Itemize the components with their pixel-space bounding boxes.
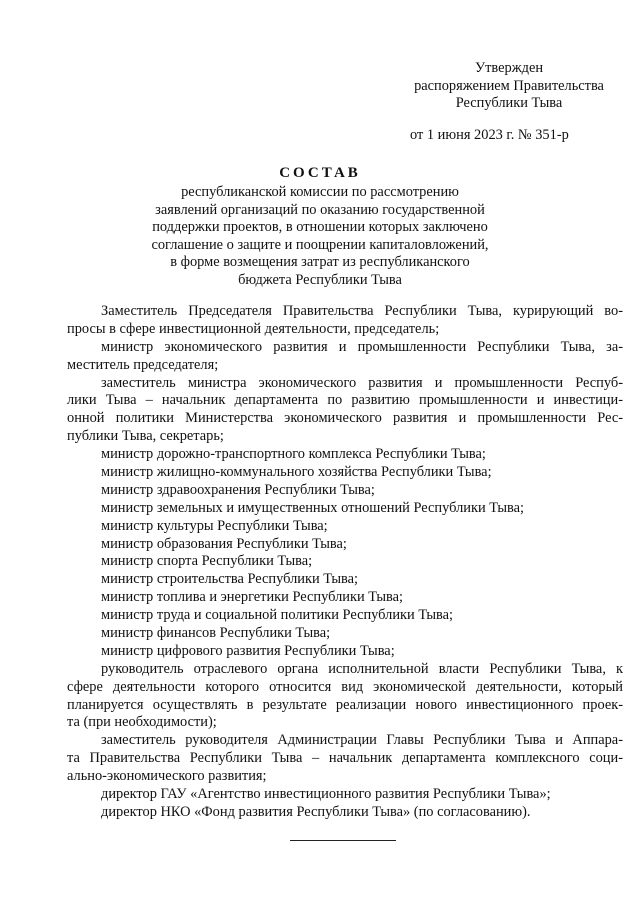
commission-members-list xyxy=(67,303,623,822)
body-line: министр образования Республики Тыва; xyxy=(101,535,347,552)
subtitle-line: соглашение о защите и поощрении капиталовложений, xyxy=(151,236,489,253)
body-line: публики Тыва, секретарь; xyxy=(67,428,224,445)
approval-line: Утвержден xyxy=(474,60,544,76)
body-line: ально-экономического развития; xyxy=(67,768,267,785)
body-line: министр строительства Республики Тыва; xyxy=(101,571,359,588)
body-line: руководитель отраслевого органа исполнительной власти Республики Тыва, к xyxy=(101,660,623,677)
body-line: заместитель руководителя Администрации Главы Республики Тыва и Аппара- xyxy=(101,732,623,749)
body-line: Заместитель Председателя Правительства Республики Тыва, курирующий во- xyxy=(101,303,623,319)
body-line: министр культуры Республики Тыва; xyxy=(101,517,328,534)
body-line: министр финансов Республики Тыва; xyxy=(101,625,331,642)
document-subtitle xyxy=(120,184,520,290)
body-line: директор НКО «Фонд развития Республики Тыва» (по согласованию). xyxy=(101,803,531,820)
body-line: министр спорта Республики Тыва; xyxy=(101,553,313,570)
body-line: онной политики Министерства экономического развития и промышленности Рес- xyxy=(67,410,623,427)
body-line: заместитель министра экономического развития и промышленности Респуб- xyxy=(101,374,623,391)
body-line: министр труда и социальной политики Республики Тыва; xyxy=(101,607,454,624)
subtitle-line: поддержки проектов, в отношении которых заключено xyxy=(152,219,488,236)
body-line: та Правительства Республики Тыва – начальник департамента комплексного соци- xyxy=(67,750,623,767)
closing-rule xyxy=(290,840,396,841)
body-line: министр топлива и энергетики Республики Тыва; xyxy=(101,589,403,606)
subtitle-line: бюджета Республики Тыва xyxy=(238,271,402,288)
body-line: министр жилищно-коммунального хозяйства Республики Тыва; xyxy=(101,464,492,481)
body-line: министр здравоохранения Республики Тыва; xyxy=(101,481,375,498)
body-line: просы в сфере инвестиционной деятельности, председатель; xyxy=(67,320,440,337)
body-line: та (при необходимости); xyxy=(67,714,217,731)
approval-stamp xyxy=(404,60,614,113)
body-line: директор ГАУ «Агентство инвестиционного развития Республики Тыва»; xyxy=(101,786,551,803)
body-line: лики Тыва – начальник департамента по развитию промышленности и инвестици- xyxy=(67,392,623,409)
approval-line: Республики Тыва xyxy=(455,95,563,111)
document-title: СОСТАВ xyxy=(279,165,361,181)
subtitle-line: республиканской комиссии по рассмотрению xyxy=(181,184,459,200)
body-line: меститель председателя; xyxy=(67,356,219,373)
body-line: министр земельных и имущественных отношений Республики Тыва; xyxy=(101,499,524,516)
body-line: планируется осуществлять в результате реализации нового инвестиционного проек- xyxy=(67,696,623,713)
body-line: сфере деятельности которого относится вид экономической деятельности, который xyxy=(67,678,623,695)
body-line: министр цифрового развития Республики Тыва; xyxy=(101,642,395,659)
body-line: министр экономического развития и промышленности Республики Тыва, за- xyxy=(101,338,623,355)
subtitle-line: в форме возмещения затрат из республиканского xyxy=(170,254,470,271)
subtitle-line: заявлений организаций по оказанию государственной xyxy=(155,201,485,218)
approval-line: распоряжением Правительства xyxy=(414,77,604,94)
body-line: министр дорожно-транспортного комплекса Республики Тыва; xyxy=(101,446,486,463)
order-date-number: от 1 июня 2023 г. № 351-р xyxy=(410,127,569,143)
